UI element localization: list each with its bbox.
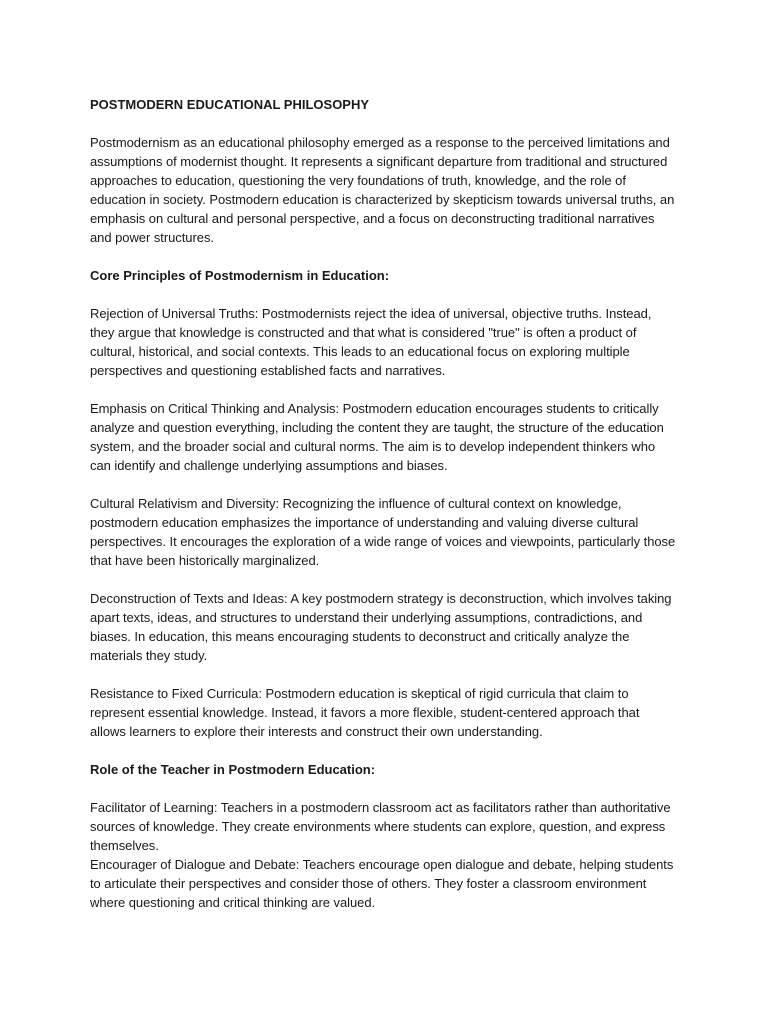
principle-paragraph: Cultural Relativism and Diversity: Recognizing the influence of cultural context on knowledge, postmodern education emphasizes the importance of understanding and valuing diverse cultural perspectives. It encourages the exploration of a wide range of voices and viewpoints, particularly those that have been historically marginalized.	[90, 496, 676, 568]
intro-paragraph: Postmodernism as an educational philosophy emerged as a response to the perceived limitations and assumptions of modernist thought. It represents a significant departure from traditional and structured approaches to education, questioning the very foundations of truth, knowledge, and the role of education in society. Postmodern education is characterized by skepticism towards universal truths, an emphasis on cultural and personal perspective, and a focus on deconstructing traditional narratives and power structures.	[90, 135, 675, 245]
teacher-role-paragraph: Facilitator of Learning: Teachers in a postmodern classroom act as facilitators rather than authoritative sources of knowledge. They create environments where students can explore, question, and express themselves.	[90, 800, 671, 853]
principle-paragraph: Deconstruction of Texts and Ideas: A key postmodern strategy is deconstruction, which involves taking apart texts, ideas, and structures to understand their underlying assumptions, contradictions, and biases. In education, this means encouraging students to deconstruct and critically analyze the materials they study.	[90, 591, 672, 663]
page-title: POSTMODERN EDUCATIONAL PHILOSOPHY	[90, 97, 370, 112]
principle-paragraph: Emphasis on Critical Thinking and Analysis: Postmodern education encourages students to critically analyze and question everything, including the content they are taught, the structure of the education system, and the broader social and cultural norms. The aim is to develop independent thinkers who can identify and challenge underlying assumptions and biases.	[90, 401, 664, 473]
principle-paragraph: Resistance to Fixed Curricula: Postmodern education is skeptical of rigid curricula that claim to represent essential knowledge. Instead, it favors a more flexible, student-centered approach that allows learners to explore their interests and construct their own understanding.	[90, 686, 640, 739]
teacher-role-heading: Role of the Teacher in Postmodern Education:	[90, 762, 376, 777]
teacher-role-paragraph: Encourager of Dialogue and Debate: Teachers encourage open dialogue and debate, helping students to articulate their perspectives and consider those of others. They foster a classroom environment where questioning and critical thinking are valued.	[90, 857, 674, 910]
core-principles-heading: Core Principles of Postmodernism in Education:	[90, 268, 390, 283]
principle-paragraph: Rejection of Universal Truths: Postmodernists reject the idea of universal, objective truths. Instead, they argue that knowledge is constructed and that what is considered "true" is often a product of cultural, historical, and social contexts. This leads to an educational focus on exploring multiple perspectives and questioning established facts and narratives.	[90, 306, 652, 378]
